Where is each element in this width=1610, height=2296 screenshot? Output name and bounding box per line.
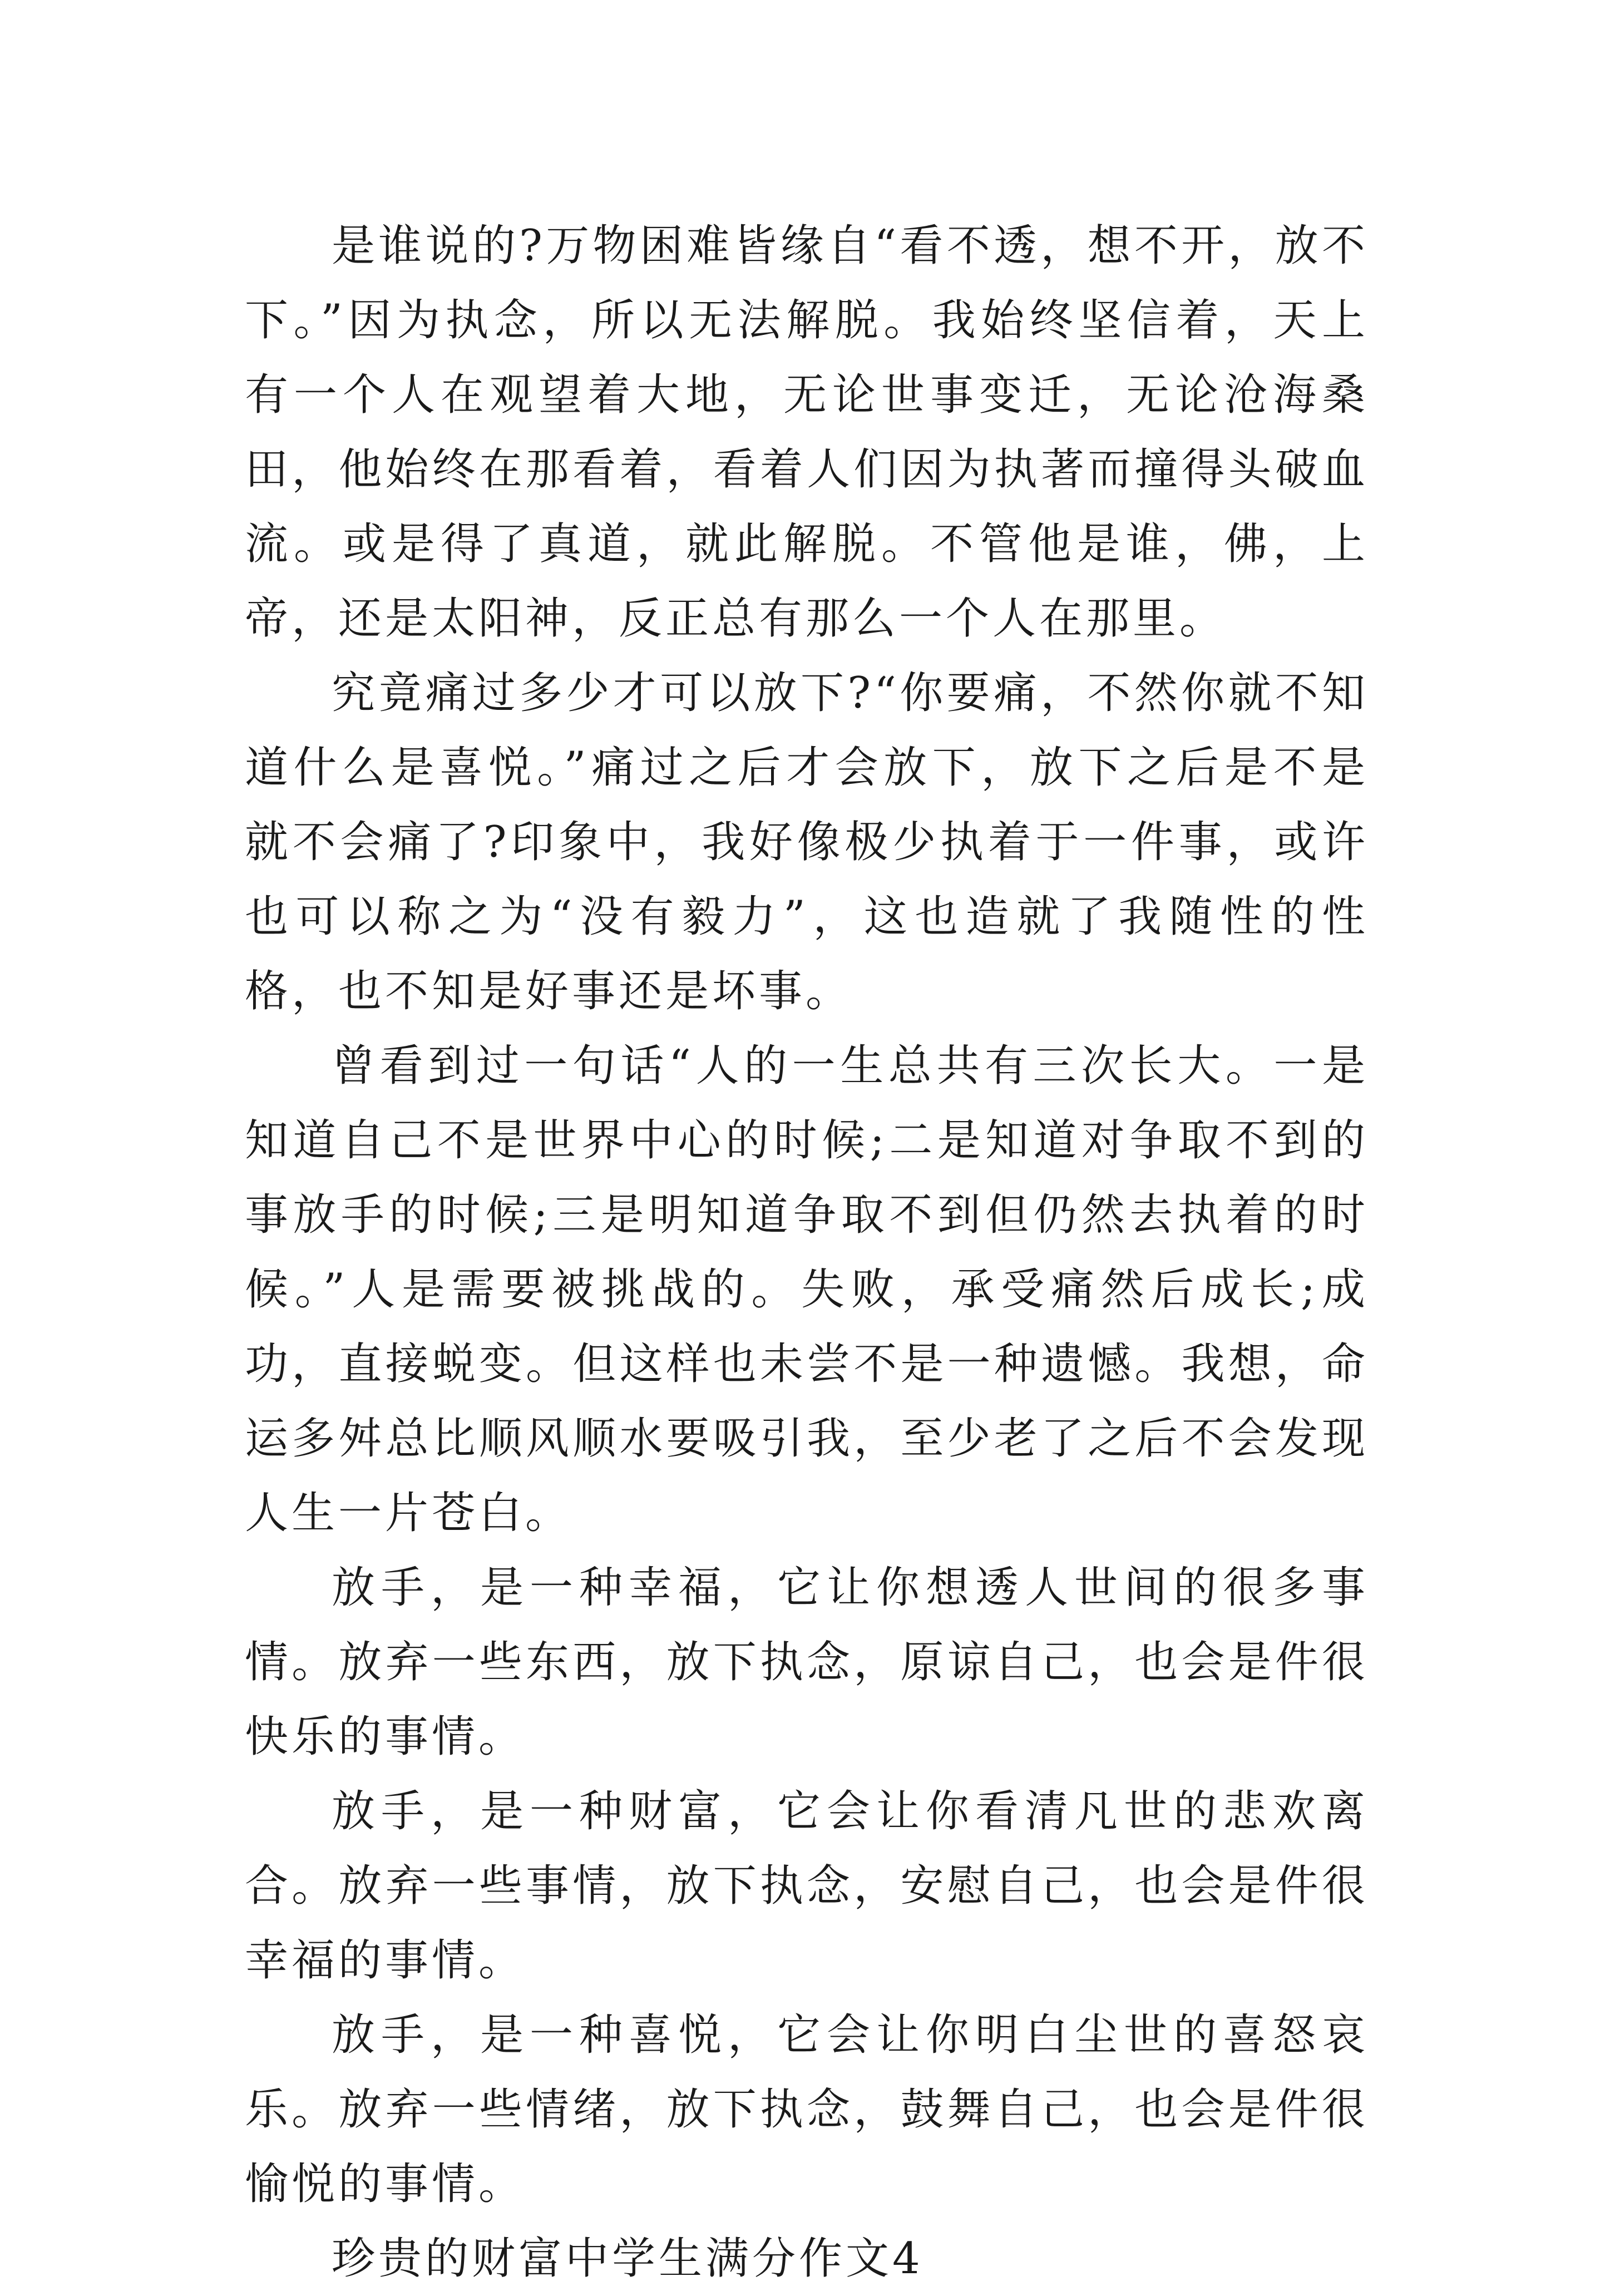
paragraph-2: 究竟痛过多少才可以放下?“你要痛，不然你就不知道什么是喜悦。”痛过之后才会放下，放下之后是不是就不会痛了?印象中，我好像极少执着于一件事，或许也可以称之为“没有毅力”，这也造就了我随性的性格，也不知是好事还是坏事。 [245,668,1369,1016]
paragraph-1: 是谁说的?万物困难皆缘自“看不透，想不开，放不下。”因为执念，所以无法解脱。我始终坚信着，天上有一个人在观望着大地，无论世事变迁，无论沧海桑田，他始终在那看着，看着人们因为执著而撞得头破血流。或是得了真道，就此解脱。不管他是谁，佛，上帝，还是太阳神，反正总有那么一个人在那里。 [245,221,1369,644]
paragraph-4: 放手，是一种幸福，它让你想透人世间的很多事情。放弃一些东西，放下执念，原谅自己，也会是件很快乐的事情。 [245,1563,1369,1762]
paragraph-3: 曾看到过一句话“人的一生总共有三次长大。一是知道自己不是世界中心的时候;二是知道对争取不到的事放手的时候;三是明知道争取不到但仍然去执着的时候。”人是需要被挑战的。失败，承受痛然后成长;成功，直接蜕变。但这样也未尝不是一种遗憾。我想，命运多舛总比顺风顺水要吸引我，至少老了之后不会发现人生一片苍白。 [245,1041,1369,1538]
section-heading: 珍贵的财富中学生满分作文4 [332,2234,923,2284]
paragraph-5: 放手，是一种财富，它会让你看清凡世的悲欢离合。放弃一些事情，放下执念，安慰自己，也会是件很幸福的事情。 [245,1786,1369,1986]
essay-body [245,209,1369,2296]
paragraph-6: 放手，是一种喜悦，它会让你明白尘世的喜怒哀乐。放弃一些情绪，放下执念，鼓舞自己，也会是件很愉悦的事情。 [245,2010,1369,2209]
